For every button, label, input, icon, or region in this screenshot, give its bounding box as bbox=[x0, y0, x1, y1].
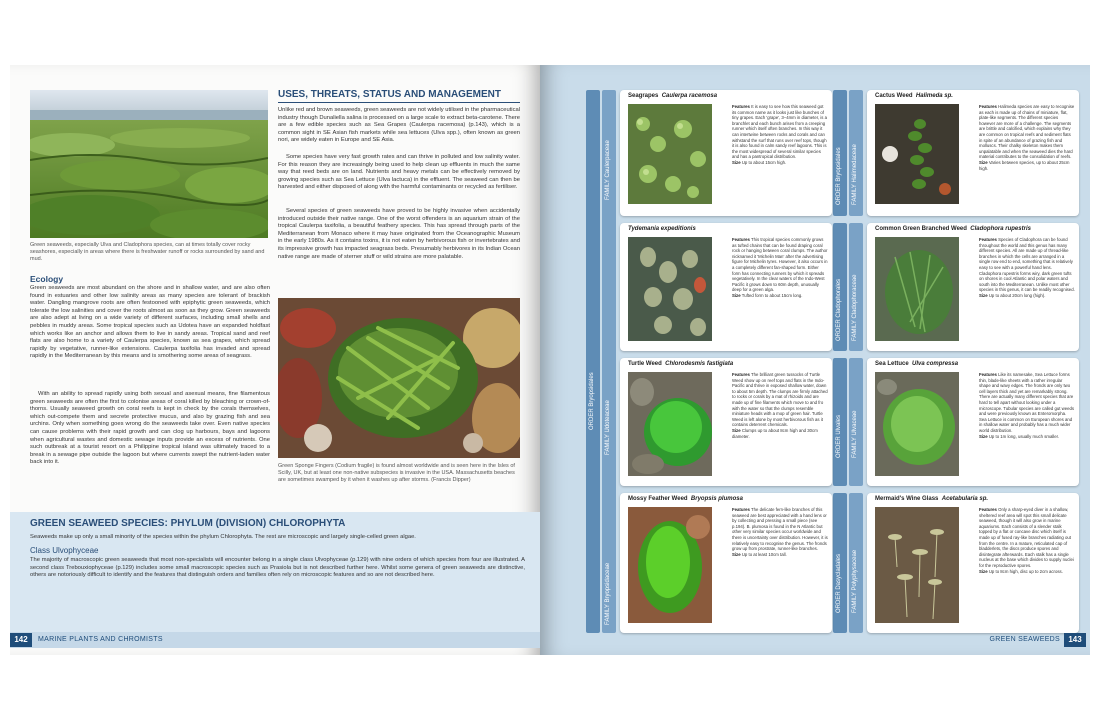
mossy-feather-weed-photo bbox=[628, 507, 712, 623]
species-title: Common Green Branched Weed Cladophora rupestris bbox=[875, 226, 1031, 232]
species-description: Features The brilliant green tussocks of Turtle Weed show up on reef tops and flats in the Indo-Pacific and thrive in exposed shallow water, down to about 5m depth. The clumps are firmly attached to rocks or corals by a mat of rhizoids and are made up of fine filaments which move to and fro with the water so that the clumps resemble miniature heads with a mop of green hair. Turtle Weed is left alone by most herbivorous fish as it contains deterrent chemicals. Size Clumps up to about 8cm high and 30cm diameter. bbox=[732, 372, 828, 439]
species-title: Sea Lettuce Ulva compressa bbox=[875, 361, 959, 367]
ecology-paragraph-2: With an ability to spread rapidly using both sexual and asexual means, fine filamentous green seaweeds are often the first to colonise areas of coral killed by bleaching or crown-of-thorns. Usually seaweed growth on coral reefs is kept in check by the corals themselves, which out-compete them and secrete protective mucus, and also by grazing fish and sea urchins. Only when something goes wrong do the seaweeds take over. Even native species can cause problems with their rapid growth and can clog up harbours, bays and lagoons when agricultural wastes and domestic sewage inputs provide an excess of nutrients. One such outbreak at a tourist resort on a Philippine tropical island was ultimately traced to a break in a sewage pipe outside the lagoon but where currents swept the nutrient-laden water back into it. bbox=[30, 391, 270, 466]
species-description: Features This tropical species commonly grows as tufted chains that can be found draping coral rock or hanging between coral clumps. The author nicknamed it 'Michelin Man' after the advertising figure for Michelin tyres. However, it also occurs in a completely different fan-shaped form. Either form has connecting runners by which it spreads vegetatively. In the clear waters of the Indo-West Pacific it grows down to 60m depth, unusually deep for a green alga. Size Tufted form to about 15cm long. bbox=[732, 237, 828, 298]
family-label-caulerpaceae: FAMILY Caulerpaceae bbox=[605, 140, 611, 200]
family-label-udoteaceae: FAMILY Udoteaceae bbox=[605, 400, 611, 455]
uses-paragraph-2: Some species have very fast growth rates and can thrive in polluted and low salinity water. For this reason they are increasingly being used to help clean up effluents in much the same way that reed beds are on land. Nutrients and heavy metals can be effectively removed by growing species such as Sea Lettuce (Ulva lactuca) in the effluent. The seaweed can then be harvested and either disposed of along with the harmful contaminants or recycled as fertiliser. bbox=[278, 154, 520, 191]
right-footer-text: GREEN SEAWEEDS bbox=[989, 636, 1060, 643]
species-title: Cactus Weed Halimeda sp. bbox=[875, 93, 953, 99]
seagrapes-photo bbox=[628, 104, 712, 204]
species-card-seagrapes bbox=[620, 90, 832, 216]
family-label-ulvaceae: FAMILY Ulvaceae bbox=[852, 410, 858, 458]
class-text: The majority of macroscopic green seaweeds that most non-specialists will encounter belong in a single class Ulvophyceae (p.129) with nine orders of which species from four are illustrated. A second class Trebouxiophyceae (p.129) includes some small macroscopic species such as Prasiola but is not described further here. Whilst some genera of green seaweeds are distinctive, others are notoriously difficult to identify and the features that distinguish orders and families often rely on microscopic features and so are not described here. bbox=[30, 557, 525, 579]
species-title: Mossy Feather Weed Bryopsis plumosa bbox=[628, 496, 743, 502]
family-bar-polyphysaceae bbox=[849, 493, 863, 633]
heading-rule bbox=[278, 102, 520, 103]
uses-heading: USES, THREATS, STATUS AND MANAGEMENT bbox=[278, 89, 501, 100]
species-title: Seagrapes Caulerpa racemosa bbox=[628, 93, 718, 99]
family-bar-halimedaceae bbox=[849, 90, 863, 216]
species-card-sea-lettuce bbox=[867, 358, 1079, 486]
sponge-photo-caption: Green Sponge Fingers (Codium fragile) is found almost worldwide and is seen here in the Isles of Scilly, UK, but at least one non-native subspecies is invasive in the USA. Massachusetts beaches are sometimes swamped by it when it washes up after storms. (Francis Dipper) bbox=[278, 463, 515, 483]
order-bar-dasycladales bbox=[833, 493, 847, 633]
uses-paragraph-1: Unlike red and brown seaweeds, green seaweeds are not widely utilised in the pharmaceutical industry though Dunaliella salina is processed on a large scale to extract beta-carotene. There are a few edible species such as Sea Grapes (Caulerpa racemosa) (p.143), which is a common sight in SE Asian fish markets while sea lettuces (Ulva spp.), often known as green nori, are widely eaten in Europe and SE Asia. bbox=[278, 107, 520, 144]
family-label-halimedaceae: FAMILY Halimedaceae bbox=[852, 144, 858, 205]
family-label-bryopsidaceae: FAMILY Bryopsidaceae bbox=[605, 562, 611, 625]
left-page bbox=[10, 65, 540, 655]
order-label-ulvales: ORDER Ulvales bbox=[836, 414, 842, 458]
left-footer bbox=[10, 632, 540, 648]
green-sponge-fingers-photo bbox=[278, 298, 520, 458]
phylum-section bbox=[10, 512, 540, 639]
book-spread bbox=[10, 65, 1090, 655]
species-card-tydemania bbox=[620, 223, 832, 351]
species-card-mermaids-wine-glass bbox=[867, 493, 1079, 633]
uses-paragraph-3: Several species of green seaweeds have proved to be highly invasive when accidentally introduced outside their native range. One of the worst offenders is an aquarium strain of the tropical Caulerpa taxifolia, a beautiful feathery species. This has spread through parts of the Mediterranean from Monaco where it may have originated from the Oceanographic Museum in the early 1980s. As it contains toxins, it is not eaten by herbivorous fish or invertebrates and its impressive growth has impacted seagrass beds. Presumably herbivores in its Indian Ocean native range are made of sterner stuff or wild strains are more palatable. bbox=[278, 208, 520, 260]
family-label-polyphysaceae: FAMILY Polyphysaceae bbox=[852, 549, 858, 613]
order-bar-ulvales bbox=[833, 358, 847, 486]
order-bar-cladophorales bbox=[833, 223, 847, 351]
species-card-cactus-weed bbox=[867, 90, 1079, 216]
species-description: Features Species of Cladophora can be found throughout the world and this genus has many different species. All are made up of thread-like branches in which the cells are arranged in a single row end to end, something that is relatively easy to see with a powerful hand lens. Cladophora rupestris forms wiry, dark green tufts on shores in cool Atlantic and polar waters and south into the Mediterranean. Unlike most other species in this genus, it can be readily recognised. Size Up to about 20cm long (high). bbox=[979, 237, 1075, 298]
class-heading: Class Ulvophyceae bbox=[30, 546, 99, 555]
species-title: Turtle Weed Chlorodesmis fastigiata bbox=[628, 361, 734, 367]
species-description: Features Halimeda species are easy to recognise as each is made up of chains of miniature, flat, plate-like segments. The different species however are more of a challenge. The segments are brittle and calcified, which explains why they are common on tropical reefs and sediment flats in spite of an abundance of grazing fish and molluscs. Their chalky skeleton makes them unpalatable and when the seaweed dies the hard material contributes to the consolidation of reefs. Size Varies between species, up to about 25cm high. bbox=[979, 104, 1075, 171]
top-photo-caption: Green seaweeds, especially Ulva and Cladophora species, can at times totally cover rocky seashores, especially in areas where there is freshwater runoff or rocks surrounded by sand and mud. bbox=[30, 242, 265, 262]
species-description: Features The delicate fern-like branches of this seaweed are best appreciated with a hand lens or by collecting and pressing a small piece (see p.194). B. plumosa is found in the N Atlantic but other very similar species occur worldwide and there is uncertainty over distribution. However, it is relatively easy to recognise the genus. The fronds grow up from prostrate, runner-like branches. Size Up to at least 10cm tall. bbox=[732, 507, 828, 557]
family-label-cladophoraceae: FAMILY Cladophoraceae bbox=[852, 274, 858, 341]
species-description: Features Like its namesake, Sea Lettuce forms thin, blade-like sheets with a rather irregular shape and wavy edges. The fronds are only two cell layers thick and yet are remarkably strong. There are actually many different species that are hard to tell apart without looking under a microscope. Tubular species are called gut weeds and were previously known as Enteromorpha. Sea Lettuce is common on European shores and in shallow water and probably has a much wider world distribution. Size Up to 1m long, usually much smaller. bbox=[979, 372, 1075, 439]
family-bar-ulvaceae bbox=[849, 358, 863, 486]
species-title: Mermaid's Wine Glass Acetabularia sp. bbox=[875, 496, 989, 502]
species-card-mossy-feather-weed bbox=[620, 493, 832, 633]
ecology-paragraph-1: Green seaweeds are most abundant on the shore and in shallow water, and are also often found in estuaries and other low salinity areas as many species are tolerant of brackish water. Dangling mangrove roots are often festooned with epiphytic green seaweeds, which tolerate the low salinities and cover the roots almost as soon as they grow. Green seaweeds are also adept at living on a wide variety of different surfaces, including small shells and pebbles in muddy areas. Some tropical species such as Udotea have an expanded holdfast which works like an anchor and allows them to live in sandy areas. Tropical sand and reef flats are also home to a variety of Caulerpa species, known as sea grapes, which spread rapidly by vegetative, runner-like extensions. Caulerpa taxifolia has invaded and spread rapidly in the Mediterranean by this means and is smothering some areas of seagrass. bbox=[30, 285, 270, 360]
family-bar-left bbox=[602, 90, 616, 633]
right-page bbox=[540, 65, 1090, 655]
ecology-heading: Ecology bbox=[30, 274, 64, 284]
green-branched-weed-photo bbox=[875, 237, 959, 341]
turtle-weed-photo bbox=[628, 372, 712, 476]
order-bar-left bbox=[586, 90, 600, 633]
phylum-intro: Seaweeds make up only a small minority of the species within the phylum Chlorophyta. The rest are microscopic and largely single-celled green algae. bbox=[30, 534, 416, 540]
mermaids-wine-glass-photo bbox=[875, 507, 959, 623]
tydemania-photo bbox=[628, 237, 712, 341]
cactus-weed-photo bbox=[875, 104, 959, 204]
sea-lettuce-photo bbox=[875, 372, 959, 476]
order-label-bryopsidales-right: ORDER Bryopsidales bbox=[836, 147, 842, 205]
phylum-heading: GREEN SEAWEED SPECIES: PHYLUM (DIVISION) CHLOROPHYTA bbox=[30, 518, 346, 529]
family-bar-cladophoraceae bbox=[849, 223, 863, 351]
species-title: Tydemania expeditionis bbox=[628, 226, 696, 232]
species-description: Features It is easy to see how this seaweed got its common name as it looks just like bunches of tiny grapes. Each 'grape', 3–4mm in diameter, is a branchlet and each bunch arises from a creeping runner which itself often branches. In this way it can intertwine between rocks and corals and can withstand the surf that runs over reef tops, though it is also found in calm sandy reef lagoons. This is the most widespread of several similar species and has a pantropical distribution. Size Up to about 15cm high. bbox=[732, 104, 828, 165]
order-label-bryopsidales: ORDER Bryopsidales bbox=[589, 372, 595, 430]
left-page-number: 142 bbox=[10, 633, 32, 647]
order-label-dasycladales: ORDER Dasycladales bbox=[836, 553, 842, 613]
order-bar-bryopsidales-right bbox=[833, 90, 847, 216]
species-card-common-green-branched-weed bbox=[867, 223, 1079, 351]
species-description: Features Only a sharp-eyed diver in a shallow, sheltered reef area will spot this small delicate seaweed, though it will also grow in marine aquariums. Each consists of a slender stalk topped by a flat or concave disc which itself is made up of fused ray-like branches radiating out from the centre. In a mature, reticulated cap of bladderlets, the discs produce spores and disintegrate afterwards. Each stalk has a single nucleus at the base which divides to supply nuclei for the reproductive spores. Size Up to 8cm high, disc up to 2cm across. bbox=[979, 507, 1074, 574]
order-label-cladophorales: ORDER Cladophorales bbox=[836, 278, 842, 341]
left-footer-text: MARINE PLANTS AND CHROMISTS bbox=[38, 636, 163, 643]
right-page-number: 143 bbox=[1064, 633, 1086, 647]
right-footer bbox=[540, 632, 1090, 648]
green-seaweed-shore-photo bbox=[30, 90, 268, 238]
species-card-turtle-weed bbox=[620, 358, 832, 486]
